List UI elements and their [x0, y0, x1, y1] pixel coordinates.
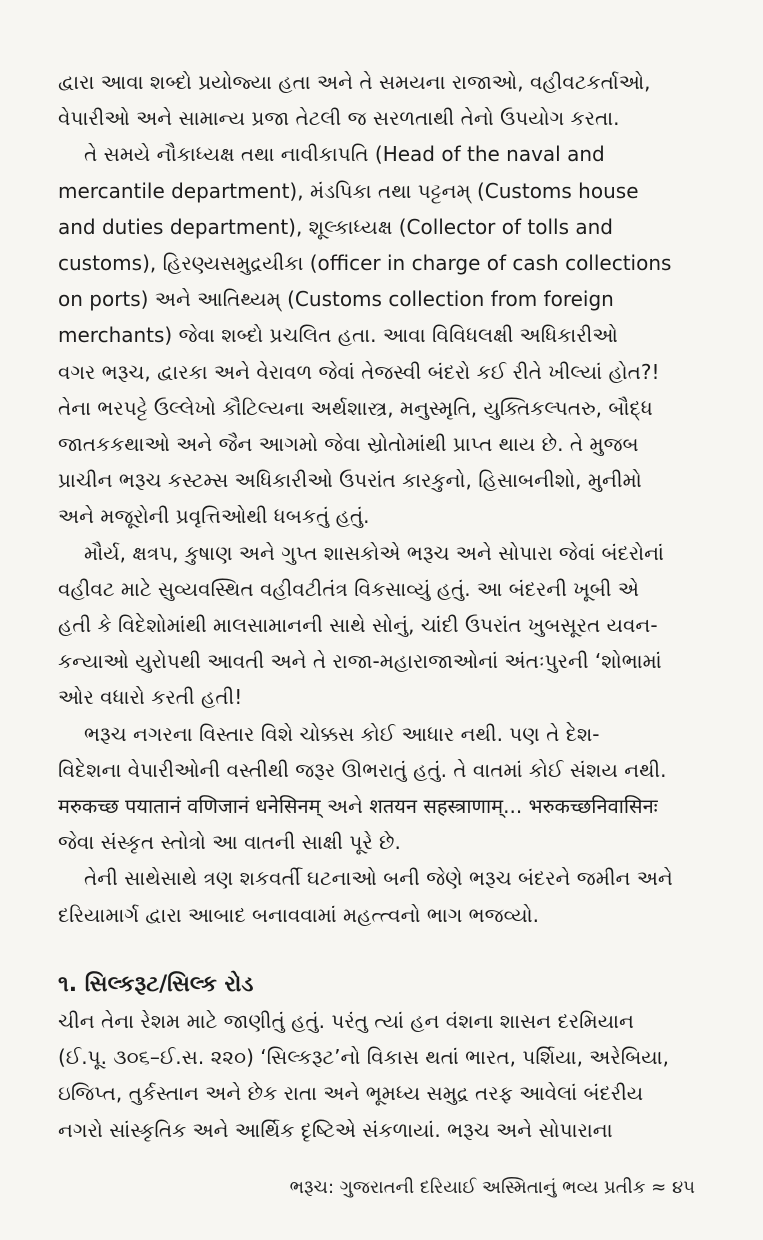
text-line: તેના ભરપટ્ટે ઉલ્લેખો કૌટિલ્યના અર્થશાસ્ત્ર, મનુસ્મૃતિ, યુક્તિકલ્પતરુ, બૌદ્ધ — [58, 395, 653, 420]
text-line: વહીવટ માટે સુવ્યવસ્થિત વહીવટીતંત્ર વિકસાવ્યું હતું. આ બંદરની ખૂબી એ — [58, 576, 639, 601]
text-line: અને મજૂરોની પ્રવૃત્તિઓથી ધબકતું હતું. — [58, 504, 370, 529]
text-line: વગર ભરૂચ, દ્વારકા અને વેરાવળ જેવાં તેજસ્વી બંદરો કઈ રીતે ખીલ્યાં હોત?! — [58, 359, 660, 384]
text-line: mercantile department), મંડપિકા તથા પટ્ટનમ્ (Customs house — [58, 178, 639, 203]
text-line: જાતકકથાઓ અને જૈન આગમો જેવા સ્રોતોમાંથી પ્રાપ્ત થાય છે. તે મુજબ — [58, 432, 639, 457]
text-line: (ઈ.પૂ. ૩૦૬–ઈ.સ. ૨૨૦) ‘સિલ્કરૂટ’નો વિકાસ થતાં ભારત, પર્શિયા, અરેબિયા, — [58, 1045, 669, 1070]
paragraph — [58, 860, 706, 932]
text-line: मरुकच्छ पयातानं वणिजानं धनेसिनम् અને शतयन सहस्त्राणाम्... भरुकच्छनिवासिनः — [58, 794, 658, 819]
text-line: જેવા સંસ્કૃત સ્તોત્રો આ વાતની સાક્ષી પૂરે છે. — [58, 830, 401, 855]
text-line: તે સમયે નૌકાધ્યક્ષ તથા નાવીકાપતિ (Head of the naval and — [84, 142, 605, 167]
page-footer — [290, 1177, 695, 1198]
text-line: દ્વારા આવા શબ્દો પ્રયોજ્યા હતા અને તે સમયના રાજાઓ, વહીવટકર્તાઓ, — [58, 70, 651, 94]
section-heading: ૧. સિલ્કરૂટ/સિલ્ક રોડ — [58, 971, 254, 997]
text-line: ઇજિપ્ત, તુર્કસ્તાન અને છેક રાતા અને ભૂમધ્ય સમુદ્ર તરફ આવેલાં બંદરીય — [58, 1081, 644, 1106]
text-line: તેની સાથેસાથે ત્રણ શકવર્તી ઘટનાઓ બની જેણે ભરૂચ બંદરને જમીન અને — [84, 866, 673, 891]
footer-separator: ≈ — [651, 1177, 667, 1198]
text-line: ચીન તેના રેશમ માટે જાણીતું હતું. પરંતુ ત્યાં હન વંશના શાસન દરમિયાન — [58, 1009, 634, 1034]
text-line: ઓર વધારો કરતી હતી! — [58, 685, 243, 710]
text-line: નગરો સાંસ્કૃતિક અને આર્થિક દૃષ્ટિએ સંકળાયાં. ભરૂચ અને સોપારાના — [58, 1117, 613, 1142]
text-line: કન્યાઓ યુરોપથી આવતી અને તે રાજા-મહારાજાઓનાં અંતઃપુરની ‘શોભામાં — [58, 649, 662, 674]
text-line: હતી કે વિદેશોમાંથી માલસામાનની સાથે સોનું, ચાંદી ઉપરાંત ખુબસૂરત યવન- — [58, 613, 658, 638]
paragraph — [58, 535, 706, 716]
paragraph — [58, 64, 706, 136]
text-line: and duties department), શૂલ્કાધ્યક્ષ (Collector of tolls and — [58, 214, 613, 239]
text-line: વેપારીઓ અને સામાન્ય પ્રજા તેટલી જ સરળતાથી તેનો ઉપયોગ કરતા. — [58, 106, 620, 131]
text-line: on ports) અને આતિથ્યમ્ (Customs collection from foreign — [58, 287, 614, 312]
text-line: merchants) જેવા શબ્દો પ્રચલિત હતા. આવા વિવિધલક્ષી અધિકારીઓ — [58, 323, 618, 348]
paragraph — [58, 1003, 706, 1148]
paragraph — [58, 136, 706, 534]
running-title: ભરૂચ: ગુજરાતની દરિયાઈ અસ્મિતાનું ભવ્ય પ્રતીક — [289, 1177, 646, 1198]
text-line: પ્રાચીન ભરૂચ કસ્ટમ્સ અધિકારીઓ ઉપરાંત કારકુનો, હિસાબનીશો, મુનીમો — [58, 468, 642, 493]
text-line: ભરૂચ નગરના વિસ્તાર વિશે ચોક્કસ કોઈ આધાર નથી. પણ તે દેશ- — [84, 721, 600, 746]
section-spacer — [58, 933, 706, 967]
text-line: મૌર્ય, ક્ષત્રપ, કુષાણ અને ગુપ્ત શાસકોએ ભરૂચ અને સોપારા જેવાં બંદરોનાં — [84, 540, 664, 565]
paragraph — [58, 716, 706, 861]
page-number: ૪૫ — [672, 1177, 695, 1198]
text-line: customs), હિરણ્યસમુદ્રયીકા (officer in charge of cash collections — [58, 251, 672, 276]
text-line: દરિયામાર્ગ દ્વારા આબાદ બનાવવામાં મહત્ત્વનો ભાગ ભજવ્યો. — [58, 902, 540, 927]
text-line: વિદેશના વેપારીઓની વસ્તીથી જરૂર ઊભરાતું હતું. તે વાતમાં કોઈ સંશય નથી. — [58, 757, 667, 782]
page-body — [58, 64, 706, 1148]
